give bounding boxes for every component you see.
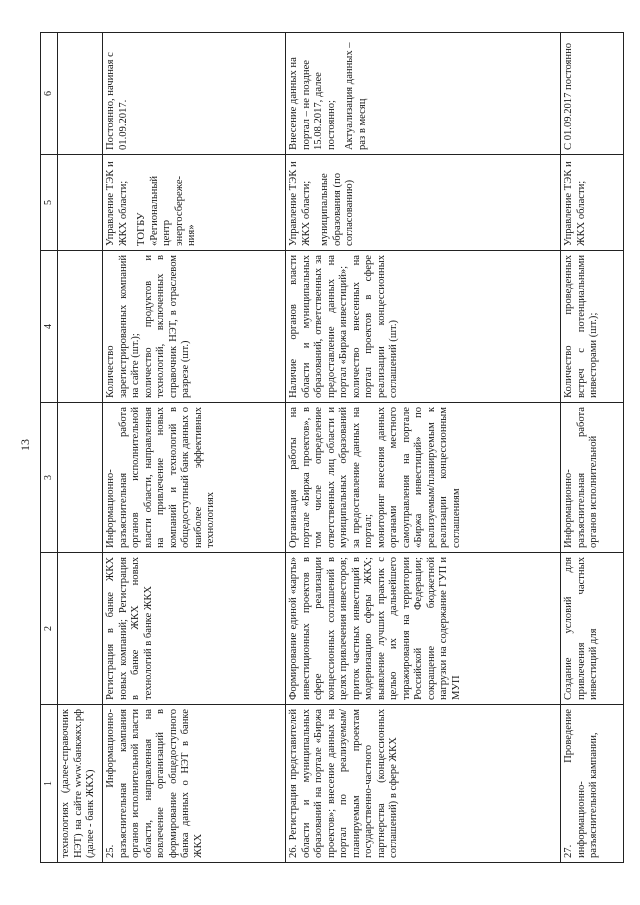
table-cell [58, 155, 103, 251]
table-cell: С 01.09.2017 постоянно [561, 33, 624, 155]
table-cell [58, 553, 103, 705]
table-row [103, 33, 286, 863]
column-header: 2 [41, 553, 58, 705]
table-cell: 26. Регистрация представителей области и муниципальных образований на портале «Биржа проектов»; внесение данных на портал по реализуемым/планируемым проектам государственно-частного партнерства (концессионных соглашений) в сфере ЖКХ [286, 705, 561, 863]
column-header: 5 [41, 155, 58, 251]
cell-paragraph: Наличие органов власти области и муниципальных образований, ответственных за предоставление данных на портал «Биржа инвестиций»; [288, 255, 349, 398]
table-cell [103, 155, 286, 251]
table-cell: Создание условий для привлечения частных инвестиций для [561, 553, 624, 705]
table-cell [286, 251, 561, 403]
column-header: 1 [41, 705, 58, 863]
table-cell [286, 155, 561, 251]
table-cell [103, 251, 286, 403]
table-header-row [41, 33, 58, 863]
cell-paragraph: количество продуктов и технологий, включенных в справочник НЭТ, в отраслевом разрезе (шт.) [142, 255, 191, 398]
table-cell [58, 33, 103, 155]
table-cell: Информационно-разъяснительная работа органов исполнительной власти области, направленная на привлечение новых компаний и технологий в общедоступный банк данных о наиболее эффективных технологиях [103, 403, 286, 553]
measures-table [40, 32, 624, 863]
table-cell: 25. Информационно-разъяснительная кампания органов исполнительной власти области, направленная на вовлечение организаций в формирование общедоступного банка данных о НЭТ в банке ЖКХ [103, 705, 286, 863]
page-number: 13 [18, 439, 32, 451]
table-cell: Регистрация в банке ЖКХ новых компаний; Регистрация в банке ЖКХ новых технологий в банке ЖКХ [103, 553, 286, 705]
table-cell [286, 403, 561, 553]
cell-paragraph: Актуализация данных – раз в месяц [344, 42, 368, 150]
table-row [561, 33, 624, 863]
column-header: 4 [41, 251, 58, 403]
cell-paragraph: количество внесенных на портал проектов в сфере реализации концессионных соглашений (шт.) [350, 255, 399, 398]
table-row [286, 33, 561, 863]
cell-paragraph: Внесение данных на портал – не позднее 15.08.2017, далее постоянно; [288, 57, 337, 150]
cell-paragraph: ТОГБУ «Региональный центр энергосбереже-ния» [136, 175, 197, 246]
column-header: 6 [41, 33, 58, 155]
cell-paragraph: Управление ТЭК и ЖКХ области; [288, 161, 312, 246]
table-cell: Постоянно, начиная с 01.09.2017. [103, 33, 286, 155]
table-cell: технологиях (далее-справочник НЭТ) на сайте www.банкжкх.рф (далее - банк ЖКХ) [58, 705, 103, 863]
table-cell: 27. Проведение информационно-разъяснительной кампании, [561, 705, 624, 863]
cell-paragraph: Количество зарегистрированных компаний на сайте (шт.); [105, 255, 141, 398]
cell-paragraph: мониторинг внесения данных органами местного самоуправления на портале «Биржа инвестиций» по реализуемым/планируемым к реализации концессионным соглашениям [375, 407, 462, 548]
cell-paragraph: Организация работы на портале «Биржа проектов», в том числе определение ответственных лиц области и муниципальных образований за предоставление данных на портал; [288, 407, 374, 548]
table-row-continued [58, 33, 103, 863]
cell-paragraph: Управление ТЭК и ЖКХ области; [105, 161, 129, 246]
table-cell: Количество проведенных встреч с потенциальными инвесторами (шт.); [561, 251, 624, 403]
table-cell: Формирование единой «карты» инвестиционных проектов в сфере реализации концессионных соглашений в целях привлечения инвесторов; приток частных инвестиций в модернизацию сферы ЖКХ; выявление лучших практик с целью их дальнейшего тиражирования на территории Российской Федерации; сокращение бюджетной нагрузки на содержание ГУП и МУП [286, 553, 561, 705]
table-cell: Информационно-разъяснительная работа органов исполнительной [561, 403, 624, 553]
column-header: 3 [41, 403, 58, 553]
table-cell [58, 403, 103, 553]
cell-paragraph: муниципальные образования (по согласованию) [319, 172, 355, 246]
table-cell [286, 33, 561, 155]
table-cell [58, 251, 103, 403]
table-cell: Управление ТЭК и ЖКХ области; [561, 155, 624, 251]
